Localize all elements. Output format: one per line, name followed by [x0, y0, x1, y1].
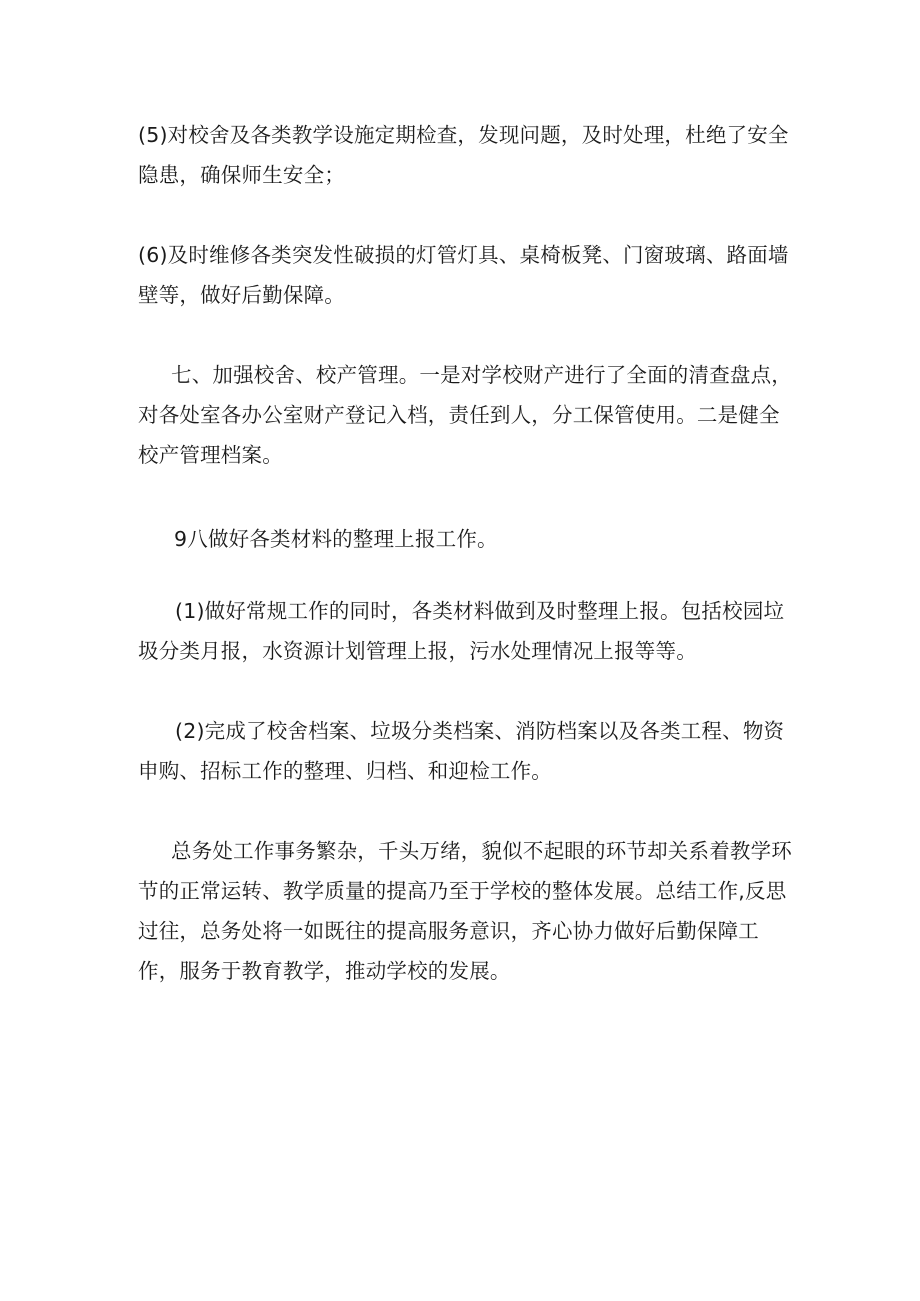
paragraph-section-8-heading: 9八做好各类材料的整理上报工作。 — [174, 527, 498, 551]
paragraph-summary: 总务处工作事务繁杂，千头万绪，貌似不起眼的环节却关系着教学环节的正常运转、教学质量的提高乃至于学校的整体发展。总结工作,反思过往，总务处将一如既往的提高服务意识，齐心协力做好后勤保障工作，服务于教育教学，推动学校的发展。 — [138, 839, 792, 983]
paragraph-section-7: 七、加强校舍、校产管理。一是对学校财产进行了全面的清查盘点，对各处室各办公室财产登记入档，责任到人，分工保管使用。二是健全校产管理档案。 — [138, 363, 792, 467]
paragraph-item-2: (2)完成了校舍档案、垃圾分类档案、消防档案以及各类工程、物资申购、招标工作的整理、归档、和迎检工作。 — [138, 719, 785, 783]
paragraph-item-1: (1)做好常规工作的同时，各类材料做到及时整理上报。包括校园垃圾分类月报，水资源计划管理上报，污水处理情况上报等等。 — [138, 599, 785, 663]
paragraph-item-5: (5)对校舍及各类教学设施定期检查，发现问题，及时处理，杜绝了安全隐患，确保师生安全； — [138, 123, 789, 187]
paragraph-item-6: (6)及时维修各类突发性破损的灯管灯具、桌椅板凳、门窗玻璃、路面墙壁等，做好后勤保障。 — [138, 243, 789, 307]
